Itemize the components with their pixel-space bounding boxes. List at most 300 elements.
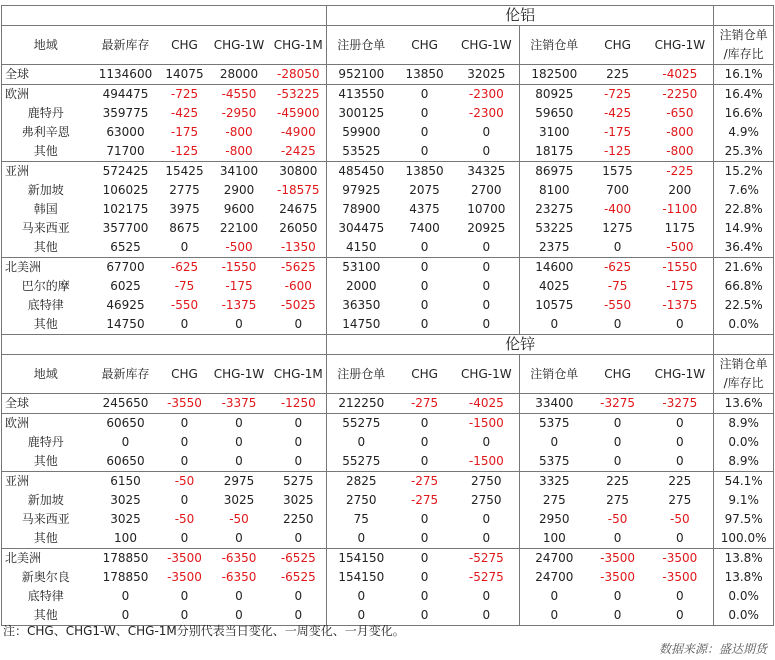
- value-cell: 952100: [327, 65, 396, 85]
- value-cell: 0: [294, 531, 303, 545]
- value-cell: 24700: [520, 568, 589, 587]
- value-cell: 0: [180, 435, 189, 449]
- value-cell: -6350: [221, 570, 257, 584]
- value-cell: 16.1%: [714, 65, 774, 85]
- value-cell: 75: [327, 510, 396, 529]
- value-cell: 0: [420, 589, 429, 603]
- value-cell: 0: [271, 414, 327, 434]
- value-cell: -3500: [600, 570, 635, 584]
- value-cell: 4.9%: [714, 123, 774, 142]
- column-header: CHG: [589, 26, 647, 65]
- value-cell: 0: [327, 587, 396, 606]
- value-cell: 25.3%: [714, 142, 774, 162]
- location-cell: 新奥尔良: [2, 568, 90, 587]
- value-cell: 0: [520, 433, 589, 452]
- value-cell: 359775: [102, 106, 149, 120]
- value-cell: 357700: [102, 221, 149, 235]
- value-cell: -3500: [589, 549, 647, 569]
- value-cell: 300125: [327, 104, 396, 123]
- value-cell: 0: [396, 414, 454, 434]
- value-cell: -6525: [271, 549, 327, 569]
- value-cell: -175: [603, 125, 632, 139]
- value-cell: 0: [420, 435, 429, 449]
- value-cell: 9.1%: [714, 491, 774, 510]
- column-header: 地域: [2, 26, 90, 65]
- value-cell: 60650: [106, 454, 145, 468]
- column-header: CHG: [396, 26, 454, 65]
- value-cell: 4025: [520, 277, 589, 296]
- value-cell: 275: [606, 493, 630, 507]
- value-cell: -4025: [662, 67, 698, 81]
- value-cell: -1250: [280, 396, 316, 410]
- value-cell: 700: [606, 183, 630, 197]
- value-cell: 0: [647, 414, 714, 434]
- value-cell: -6350: [208, 549, 271, 569]
- value-cell: 80925: [520, 85, 589, 105]
- value-cell: 2700: [471, 183, 502, 197]
- value-cell: 0: [676, 531, 684, 545]
- value-cell: 0: [121, 589, 130, 603]
- value-cell: 0: [482, 125, 491, 139]
- value-cell: 0: [271, 606, 327, 626]
- value-cell: 0: [235, 435, 243, 449]
- value-cell: -1350: [280, 240, 316, 254]
- value-cell: 154150: [327, 549, 396, 569]
- location-cell: 巴尔的摩: [2, 277, 90, 296]
- table-row: [2, 104, 774, 123]
- value-cell: 71700: [106, 144, 145, 158]
- value-cell: 0: [420, 454, 429, 468]
- value-cell: 97.5%: [714, 510, 774, 529]
- value-cell: 28000: [219, 67, 259, 81]
- header-row: [2, 355, 774, 394]
- value-cell: 0: [180, 531, 189, 545]
- value-cell: -1550: [647, 258, 714, 278]
- value-cell: 100: [114, 531, 137, 545]
- table-row: [2, 587, 774, 606]
- table-row: [2, 238, 774, 258]
- value-cell: 15.2%: [714, 162, 774, 182]
- location-cell: 鹿特丹: [2, 433, 90, 452]
- value-cell: 178850: [102, 570, 149, 584]
- value-cell: 0: [647, 315, 714, 335]
- value-cell: 0: [613, 454, 622, 468]
- value-cell: -18575: [277, 183, 320, 197]
- value-cell: 16.6%: [714, 104, 774, 123]
- value-cell: 3025: [283, 493, 314, 507]
- value-cell: -625: [589, 258, 647, 278]
- value-cell: 0: [162, 606, 208, 626]
- value-cell: 106025: [102, 183, 149, 197]
- column-header: CHG-1W: [208, 355, 271, 394]
- column-header: CHG: [162, 355, 208, 394]
- value-cell: 4150: [327, 238, 396, 258]
- value-cell: 485450: [327, 162, 396, 182]
- table-row: [2, 181, 774, 200]
- value-cell: 0: [180, 454, 189, 468]
- value-cell: 14.9%: [714, 219, 774, 238]
- table-row: [2, 85, 774, 105]
- value-cell: 2750: [327, 491, 396, 510]
- value-cell: -6525: [280, 570, 316, 584]
- value-cell: 1575: [589, 162, 647, 182]
- value-cell: 0: [396, 258, 454, 278]
- value-cell: 0: [235, 531, 243, 545]
- column-header: 最新库存: [90, 26, 162, 65]
- value-cell: 78900: [327, 200, 396, 219]
- value-cell: -600: [284, 279, 312, 293]
- column-header: CHG-1W: [647, 355, 714, 394]
- value-cell: 0: [420, 106, 429, 120]
- value-cell: -4025: [468, 396, 504, 410]
- value-cell: 100: [520, 529, 589, 549]
- value-cell: 0: [208, 606, 271, 626]
- value-cell: 0: [396, 549, 454, 569]
- value-cell: 0: [589, 414, 647, 434]
- value-cell: 178850: [90, 549, 162, 569]
- value-cell: 2750: [454, 472, 520, 492]
- region-cell: 全球: [2, 65, 90, 85]
- value-cell: 13850: [396, 162, 454, 182]
- value-cell: 66.8%: [714, 277, 774, 296]
- table-row: [2, 296, 774, 315]
- value-cell: 23275: [520, 200, 589, 219]
- value-cell: -3500: [662, 570, 698, 584]
- table-row: [2, 219, 774, 238]
- value-cell: 53525: [327, 142, 396, 162]
- value-cell: 8100: [520, 181, 589, 200]
- column-header: 注销仓单 /库存比: [714, 355, 774, 394]
- column-header: CHG-1M: [271, 355, 327, 394]
- value-cell: 2750: [471, 493, 502, 507]
- value-cell: 54.1%: [714, 472, 774, 492]
- value-cell: 0: [420, 125, 429, 139]
- value-cell: 154150: [327, 568, 396, 587]
- value-cell: 0: [208, 414, 271, 434]
- table-row: [2, 568, 774, 587]
- value-cell: 0: [420, 240, 429, 254]
- value-cell: -2950: [221, 106, 257, 120]
- location-cell: 弗利辛恩: [2, 123, 90, 142]
- table-row: [2, 394, 774, 414]
- value-cell: 0: [294, 435, 303, 449]
- value-cell: 0: [520, 587, 589, 606]
- value-cell: 0: [180, 589, 189, 603]
- value-cell: -2250: [647, 85, 714, 105]
- value-cell: 0: [235, 589, 243, 603]
- location-cell: 新加坡: [2, 181, 90, 200]
- value-cell: -1100: [662, 202, 698, 216]
- value-cell: -425: [603, 106, 632, 120]
- value-cell: -800: [666, 125, 694, 139]
- column-header: 注销仓单: [520, 26, 589, 65]
- value-cell: 32025: [467, 67, 506, 81]
- value-cell: -3275: [600, 396, 635, 410]
- table-row: [2, 258, 774, 278]
- value-cell: 0.0%: [714, 606, 774, 626]
- value-cell: 21.6%: [714, 258, 774, 278]
- value-cell: 67700: [90, 258, 162, 278]
- value-cell: 0: [520, 315, 589, 335]
- value-cell: 0: [454, 606, 520, 626]
- value-cell: 0: [589, 606, 647, 626]
- value-cell: -3550: [167, 396, 202, 410]
- value-cell: 34325: [454, 162, 520, 182]
- column-header: 最新库存: [90, 355, 162, 394]
- table-row: [2, 433, 774, 452]
- value-cell: 0: [294, 454, 303, 468]
- value-cell: -275: [410, 396, 439, 410]
- value-cell: -125: [170, 144, 199, 158]
- value-cell: -3500: [647, 549, 714, 569]
- value-cell: 0: [520, 606, 589, 626]
- value-cell: 3025: [110, 512, 141, 526]
- value-cell: 3100: [520, 123, 589, 142]
- value-cell: 18175: [520, 142, 589, 162]
- location-cell: 其他: [2, 452, 90, 472]
- value-cell: 4375: [409, 202, 440, 216]
- value-cell: -1500: [454, 414, 520, 434]
- table-row: [2, 315, 774, 335]
- value-cell: 0: [121, 435, 130, 449]
- column-header: CHG-1W: [647, 26, 714, 65]
- value-cell: -53225: [271, 85, 327, 105]
- value-cell: -1375: [662, 298, 698, 312]
- value-cell: -225: [647, 162, 714, 182]
- value-cell: 14750: [327, 315, 396, 335]
- table-row: [2, 142, 774, 162]
- value-cell: 5275: [271, 472, 327, 492]
- value-cell: -28050: [277, 67, 320, 81]
- value-cell: 0: [482, 298, 491, 312]
- value-cell: -800: [666, 144, 694, 158]
- value-cell: -500: [666, 240, 694, 254]
- value-cell: 0: [676, 454, 684, 468]
- value-cell: 20925: [467, 221, 506, 235]
- section-title: 伦锌: [327, 335, 714, 355]
- inventory-table: [1, 5, 774, 626]
- value-cell: 22.5%: [714, 296, 774, 315]
- value-cell: 275: [520, 491, 589, 510]
- value-cell: 0: [676, 589, 684, 603]
- column-header: CHG-1W: [208, 26, 271, 65]
- value-cell: -800: [225, 144, 253, 158]
- value-cell: 572425: [90, 162, 162, 182]
- value-cell: 0: [482, 435, 491, 449]
- value-cell: 0: [482, 512, 491, 526]
- value-cell: 0: [420, 144, 429, 158]
- footnote: 注：CHG、CHG1-W、CHG-1M分别代表当日变化、一周变化、一月变化。: [3, 624, 405, 638]
- header-row: [2, 26, 774, 65]
- value-cell: 0: [162, 414, 208, 434]
- value-cell: 0: [420, 531, 429, 545]
- value-cell: 24700: [520, 549, 589, 569]
- column-header: CHG-1W: [454, 355, 520, 394]
- value-cell: 0: [327, 606, 396, 626]
- value-cell: 3025: [110, 493, 141, 507]
- value-cell: 0.0%: [714, 587, 774, 606]
- region-cell: 亚洲: [2, 162, 90, 182]
- value-cell: 102175: [102, 202, 149, 216]
- value-cell: -175: [666, 279, 694, 293]
- value-cell: 245650: [102, 396, 149, 410]
- value-cell: 36350: [327, 296, 396, 315]
- value-cell: 0: [420, 298, 429, 312]
- value-cell: 53225: [520, 219, 589, 238]
- value-cell: 0: [420, 570, 429, 584]
- value-cell: -45900: [277, 106, 320, 120]
- value-cell: -4900: [280, 125, 316, 139]
- region-cell: 欧洲: [2, 85, 90, 105]
- value-cell: 225: [647, 472, 714, 492]
- value-cell: 9600: [223, 202, 255, 216]
- table-row: [2, 277, 774, 296]
- value-cell: 225: [589, 472, 647, 492]
- value-cell: 7.6%: [714, 181, 774, 200]
- value-cell: 16.4%: [714, 85, 774, 105]
- value-cell: -75: [607, 279, 628, 293]
- value-cell: 0: [454, 315, 520, 335]
- value-cell: 22.8%: [714, 200, 774, 219]
- value-cell: 0: [396, 606, 454, 626]
- table-row: [2, 549, 774, 569]
- value-cell: 2075: [409, 183, 440, 197]
- value-cell: 30800: [271, 162, 327, 182]
- location-cell: 其他: [2, 238, 90, 258]
- value-cell: -3500: [167, 570, 202, 584]
- value-cell: 36.4%: [714, 238, 774, 258]
- value-cell: 0: [180, 240, 189, 254]
- value-cell: 0: [482, 144, 491, 158]
- value-cell: 6025: [110, 279, 141, 293]
- value-cell: 46925: [106, 298, 145, 312]
- value-cell: -5625: [271, 258, 327, 278]
- value-cell: 0: [613, 531, 622, 545]
- value-cell: 14750: [90, 315, 162, 335]
- value-cell: 413550: [327, 85, 396, 105]
- value-cell: 3025: [223, 493, 255, 507]
- value-cell: 0: [294, 589, 303, 603]
- value-cell: -75: [174, 279, 195, 293]
- value-cell: -725: [162, 85, 208, 105]
- table-row: [2, 162, 774, 182]
- value-cell: 2900: [223, 183, 255, 197]
- section-title-row: [2, 6, 774, 26]
- region-cell: 北美洲: [2, 549, 90, 569]
- value-cell: 0: [613, 589, 622, 603]
- table-row: [2, 123, 774, 142]
- value-cell: 0: [589, 315, 647, 335]
- column-header: 注册仓单: [327, 26, 396, 65]
- value-cell: 494475: [90, 85, 162, 105]
- value-cell: -3275: [662, 396, 698, 410]
- table-row: [2, 452, 774, 472]
- value-cell: 14075: [165, 67, 204, 81]
- value-cell: 0: [208, 315, 271, 335]
- value-cell: -5025: [280, 298, 316, 312]
- value-cell: -400: [603, 202, 632, 216]
- value-cell: -275: [396, 472, 454, 492]
- value-cell: 34100: [208, 162, 271, 182]
- value-cell: -800: [225, 125, 253, 139]
- value-cell: 13.8%: [714, 549, 774, 569]
- value-cell: 0: [613, 240, 622, 254]
- value-cell: 0: [613, 435, 622, 449]
- value-cell: -725: [589, 85, 647, 105]
- value-cell: -1550: [208, 258, 271, 278]
- location-cell: 其他: [2, 142, 90, 162]
- value-cell: 63000: [106, 125, 145, 139]
- value-cell: -175: [225, 279, 253, 293]
- value-cell: 2000: [327, 277, 396, 296]
- value-cell: 22100: [219, 221, 259, 235]
- value-cell: 0.0%: [714, 433, 774, 452]
- value-cell: 212250: [327, 394, 396, 414]
- value-cell: 55275: [327, 414, 396, 434]
- value-cell: -550: [170, 298, 199, 312]
- data-source: 数据来源：盛达期货: [658, 642, 767, 656]
- value-cell: -50: [162, 472, 208, 492]
- value-cell: 1275: [602, 221, 633, 235]
- value-cell: 304475: [327, 219, 396, 238]
- column-header: CHG: [162, 26, 208, 65]
- value-cell: 0: [396, 85, 454, 105]
- value-cell: 3975: [169, 202, 200, 216]
- value-cell: 24675: [279, 202, 318, 216]
- value-cell: -2300: [454, 85, 520, 105]
- value-cell: 2250: [283, 512, 314, 526]
- value-cell: 8675: [169, 221, 200, 235]
- table-row: [2, 65, 774, 85]
- value-cell: 0: [482, 279, 491, 293]
- value-cell: 0: [396, 315, 454, 335]
- value-cell: 5375: [520, 414, 589, 434]
- table-row: [2, 510, 774, 529]
- region-cell: 全球: [2, 394, 90, 414]
- value-cell: 0: [676, 435, 684, 449]
- table-row: [2, 414, 774, 434]
- column-header: CHG: [396, 355, 454, 394]
- value-cell: -650: [666, 106, 694, 120]
- value-cell: 0: [420, 279, 429, 293]
- section-title: 伦铝: [327, 6, 714, 26]
- region-cell: 亚洲: [2, 472, 90, 492]
- value-cell: -50: [670, 512, 690, 526]
- value-cell: 182500: [520, 65, 589, 85]
- value-cell: 0: [235, 454, 243, 468]
- value-cell: 53100: [327, 258, 396, 278]
- value-cell: 1175: [664, 221, 696, 235]
- value-cell: -275: [410, 493, 439, 507]
- value-cell: 0: [180, 493, 189, 507]
- value-cell: 60650: [90, 414, 162, 434]
- value-cell: 0: [482, 589, 491, 603]
- table-row: [2, 529, 774, 549]
- column-header: 地域: [2, 355, 90, 394]
- value-cell: 0: [162, 315, 208, 335]
- value-cell: 0: [454, 258, 520, 278]
- value-cell: 2775: [169, 183, 200, 197]
- value-cell: 10700: [467, 202, 506, 216]
- location-cell: 新加坡: [2, 491, 90, 510]
- value-cell: 200: [668, 183, 692, 197]
- value-cell: -425: [170, 106, 199, 120]
- value-cell: -2300: [468, 106, 504, 120]
- value-cell: -4550: [208, 85, 271, 105]
- value-cell: 59650: [520, 104, 589, 123]
- location-cell: 底特律: [2, 296, 90, 315]
- table-row: [2, 472, 774, 492]
